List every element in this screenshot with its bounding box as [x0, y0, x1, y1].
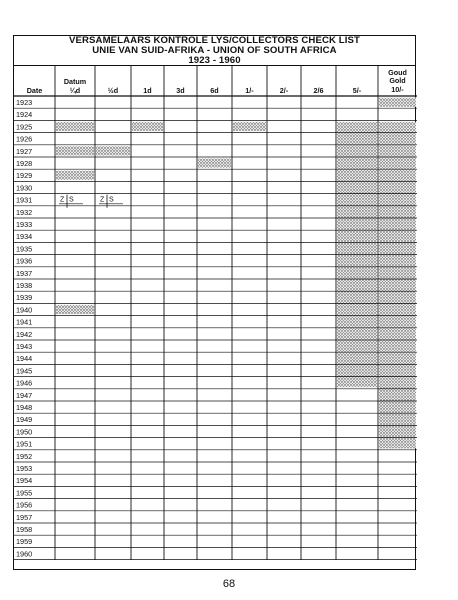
shaded-cell-1929-col-1	[56, 171, 94, 180]
year-label: 1924	[16, 110, 33, 120]
year-label: 1925	[16, 122, 33, 132]
column-header-label: Date	[26, 86, 43, 95]
header-title-line-1: VERSAMELAARS KONTROLE LYS/COLLECTORS CHECK LIST	[69, 35, 360, 46]
year-label: 1959	[16, 537, 33, 547]
mint-mark-s: S	[109, 196, 114, 204]
column-header-label: 5/-	[352, 86, 362, 95]
header-title-line-2: UNIE VAN SUID-AFRIKA - UNION OF SOUTH AFRICA	[92, 45, 337, 56]
year-label: 1945	[16, 366, 33, 376]
year-label: 1923	[16, 98, 33, 107]
page-number: 68	[222, 578, 236, 590]
year-label: 1943	[16, 342, 33, 351]
column-header-label: ½d	[107, 86, 119, 95]
shaded-range-col-10	[379, 98, 416, 107]
column-header-label: ¼d	[69, 86, 81, 95]
year-label: 1936	[16, 256, 33, 266]
year-label: 1929	[16, 171, 33, 181]
year-label: 1954	[16, 476, 33, 486]
year-label: 1947	[16, 390, 33, 400]
year-label: 1957	[16, 512, 33, 522]
year-label: 1955	[16, 488, 33, 498]
year-label: 1935	[16, 244, 33, 254]
year-label: 1938	[16, 281, 33, 290]
column-header-top-label: Datum	[63, 77, 87, 86]
year-label: 1953	[16, 464, 33, 473]
shaded-cell-1927-col-2	[96, 146, 130, 155]
year-label: 1927	[16, 146, 33, 156]
column-header-label: 1d	[143, 86, 152, 95]
column-header-label: 6d	[210, 86, 219, 95]
mint-mark-z: Z	[60, 196, 65, 204]
year-label: 1934	[16, 232, 33, 242]
year-label: 1931	[16, 195, 33, 205]
year-label: 1933	[16, 220, 33, 229]
year-label: 1949	[16, 415, 33, 425]
year-label: 1932	[16, 207, 33, 217]
year-label: 1956	[16, 500, 33, 510]
shaded-cell-1925-col-3	[132, 122, 163, 131]
column-header-top-label: Goud	[388, 68, 407, 77]
year-label: 1941	[16, 317, 33, 327]
shaded-cell-1925-col-6	[233, 122, 266, 131]
year-label: 1942	[16, 329, 33, 339]
year-label: 1930	[16, 183, 33, 193]
header-year-range: 1923 - 1960	[188, 55, 241, 66]
shaded-cell-1925-col-1	[56, 122, 94, 131]
column-header-label: 1/-	[245, 86, 254, 95]
mint-mark-z: Z	[100, 196, 105, 204]
checklist-sheet	[13, 35, 416, 570]
column-header-label: 10/-	[391, 85, 404, 94]
column-header-top-label: Gold	[389, 76, 406, 85]
shaded-cell-1928-col-5	[198, 159, 231, 168]
year-label: 1951	[16, 439, 33, 449]
shaded-cell-1940-col-1	[56, 305, 94, 314]
year-label: 1948	[16, 403, 33, 412]
checklist-table	[14, 36, 417, 571]
column-header-label: 3d	[176, 86, 185, 95]
year-label: 1928	[16, 159, 33, 168]
year-label: 1926	[16, 134, 33, 144]
year-label: 1946	[16, 378, 33, 388]
shaded-cell-1927-col-1	[56, 146, 94, 155]
year-label: 1952	[16, 451, 33, 461]
year-label: 1939	[16, 293, 33, 303]
year-label: 1937	[16, 268, 33, 278]
column-header-label: 2/6	[313, 86, 324, 95]
mint-mark-s: S	[69, 196, 74, 204]
year-label: 1960	[16, 549, 33, 559]
year-label: 1944	[16, 354, 33, 364]
year-label: 1940	[16, 305, 33, 315]
shaded-range-col-10	[379, 122, 416, 448]
column-header-label: 2/-	[279, 86, 289, 95]
year-label: 1958	[16, 525, 33, 534]
year-label: 1950	[16, 427, 33, 437]
